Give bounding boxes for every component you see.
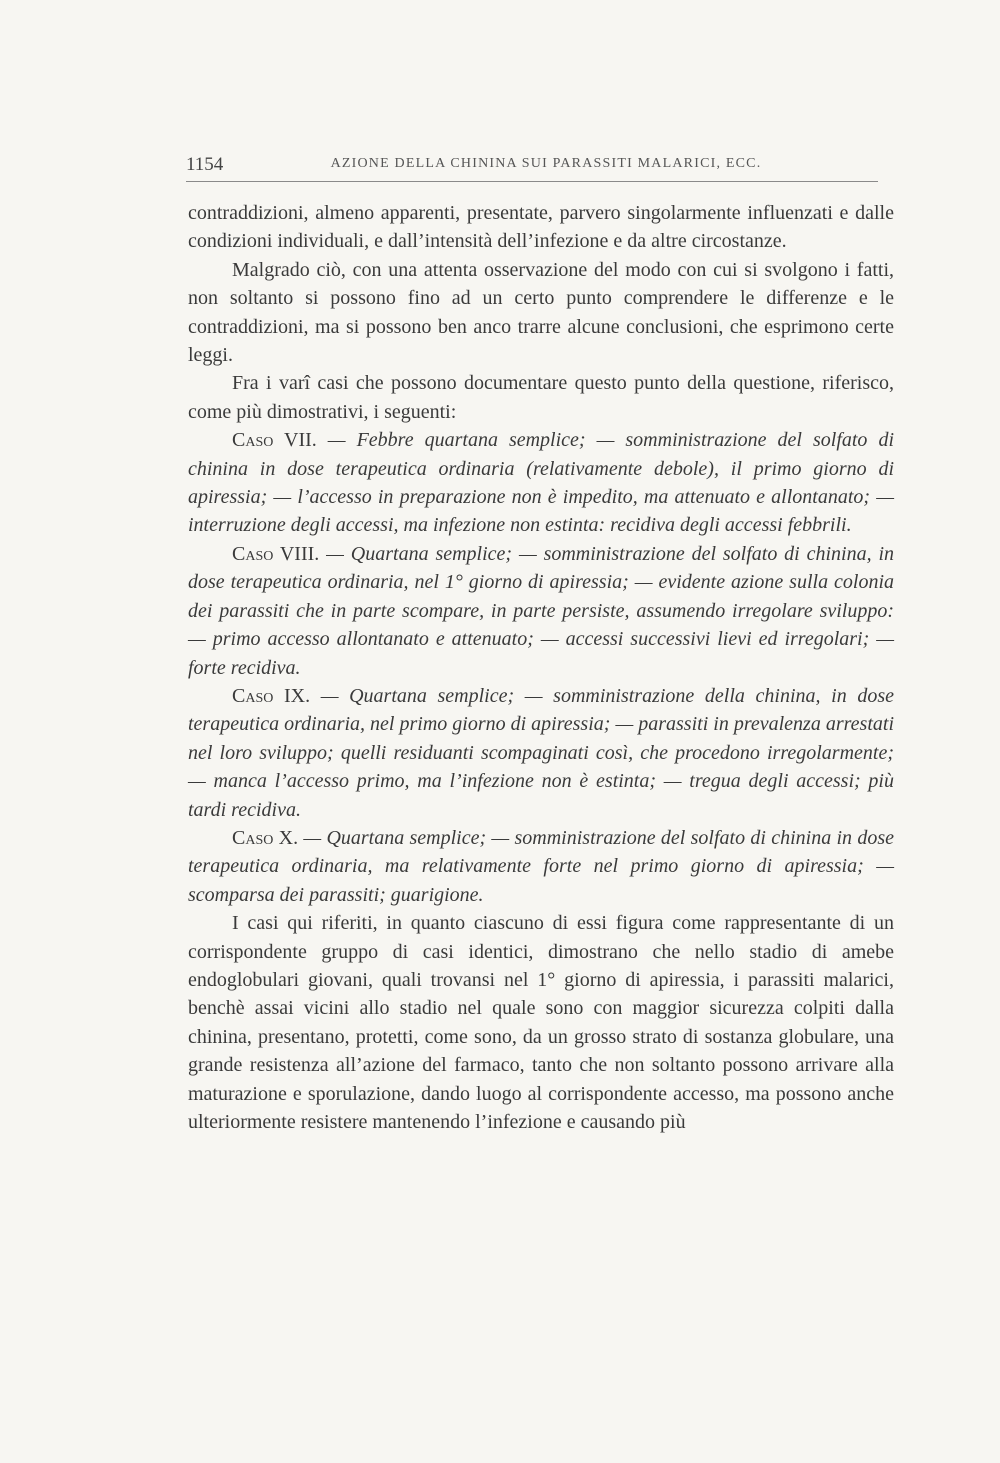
paragraph: Fra i varî casi che possono documentare questo punto della questione, riferisco, come più dimostrativi, i seguenti: bbox=[188, 372, 894, 423]
case-text: — Febbre quartana semplice; — somministrazione del solfato di chinina in dose terapeutica ordinaria (relativamente debole), il primo giorno di apiressia; — l’accesso in preparazione non è impedito, ma attenuato e allontanato; — interruzione degli accessi, ma infezione non estinta: recidiva degli accessi febbrili. bbox=[188, 429, 894, 537]
body-text bbox=[188, 199, 894, 1136]
case-paragraph bbox=[188, 824, 894, 909]
case-text: — Quartana semplice; — somministrazione del solfato di chinina, in dose terapeutica ordinaria, nel 1° giorno di apiressia; — evidente azione sulla colonia dei parassiti che in parte scompare, in parte persiste, assumendo irregolare sviluppo: — primo accesso allontanato e attenuato; — accessi successivi lievi ed irregolari; — forte recidiva. bbox=[188, 542, 895, 679]
header-rule bbox=[186, 181, 878, 182]
case-label: Caso VIII. bbox=[232, 542, 320, 565]
case-label: Caso X. bbox=[232, 826, 299, 849]
page-number: 1154 bbox=[186, 154, 224, 175]
case-paragraph bbox=[188, 426, 894, 540]
paragraph: contraddizioni, almeno apparenti, presentate, parvero singolarmente influenzati e dalle condizioni individuali, e dall’intensità dell’infezione e da altre circostanze. bbox=[188, 202, 894, 253]
case-text: — Quartana semplice; — somministrazione del solfato di chinina in dose terapeutica ordinaria, ma relativamente forte nel primo giorno di apiressia; — scomparsa dei parassiti; guarigione. bbox=[188, 826, 894, 906]
case-paragraph bbox=[188, 682, 894, 824]
case-paragraph bbox=[188, 540, 894, 682]
running-title: AZIONE DELLA CHININA SUI PARASSITI MALARICI, ECC. bbox=[330, 156, 762, 171]
page-header bbox=[186, 150, 876, 180]
case-label: Caso VII. bbox=[232, 429, 317, 452]
case-text: — Quartana semplice; — somministrazione della chinina, in dose terapeutica ordinaria, nel primo giorno di apiressia; — parassiti in prevalenza arrestati nel loro sviluppo; quelli residuanti scompaginati così, che procedono irregolarmente; — manca l’accesso primo, ma l’infezione non è estinta; — tregua degli accessi; più tardi recidiva. bbox=[188, 684, 894, 821]
closing-paragraph: I casi qui riferiti, in quanto ciascuno di essi figura come rappresentante di un corrispondente gruppo di casi identici, dimostrano che nello stadio di amebe endoglobulari giovani, quali trovansi nel 1° giorno di apiressia, i parassiti malarici, benchè assai vicini allo stadio nel quale sono con maggior sicurezza colpiti dalla chinina, presentano, protetti, come sono, da un grosso strato di sostanza globulare, una grande resistenza all’azione del farmaco, tanto che non soltanto possono arrivare alla maturazione e sporulazione, dando luogo al corrispondente accesso, ma possono anche ulteriormente resistere mantenendo l’infezione e causando più bbox=[188, 912, 894, 1133]
case-label: Caso IX. bbox=[232, 684, 311, 707]
paragraph: Malgrado ciò, con una attenta osservazione del modo con cui si svolgono i fatti, non soltanto si possono fino ad un certo punto comprendere le differenze e le contraddizioni, ma si possono ben anco trarre alcune conclusioni, che esprimono certe leggi. bbox=[188, 258, 894, 367]
